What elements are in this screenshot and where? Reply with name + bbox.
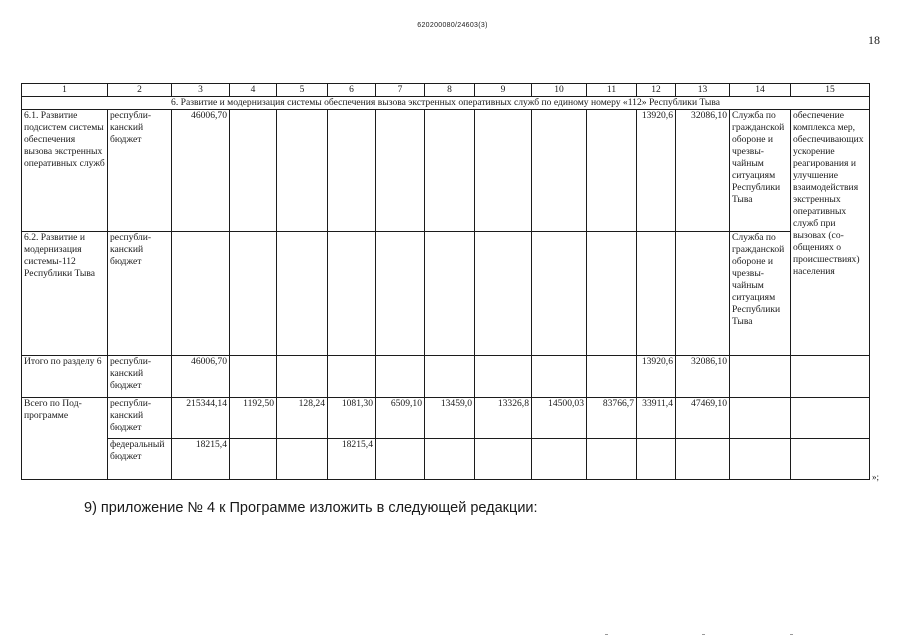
value-c8: 13459,0: [425, 398, 475, 439]
value-c13: 47469,10: [676, 398, 730, 439]
col-number: 6: [328, 84, 376, 97]
col-number: 3: [172, 84, 230, 97]
row-name: 6.2. Развитие и модернизация системы-112 Республики Тыва: [22, 232, 108, 356]
funding-source: республиканский бюджет: [108, 356, 172, 398]
expected-result: обеспечение комплекса мер, обеспечивающих ускорение реагирования и улучшение взаимодействия экстренных оперативных служб при вызовах (сообщениях о происшествиях) населения: [791, 110, 870, 356]
page-number: 18: [868, 33, 880, 47]
table-row: [22, 439, 870, 480]
total-value: 215344,14: [172, 398, 230, 439]
scan-speck: [702, 634, 705, 635]
value-c7: 6509,10: [376, 398, 425, 439]
table-row: [22, 110, 870, 232]
value-c5: 128,24: [277, 398, 328, 439]
executor: Служба по гражданской обороне и чрезвычайным ситуациям Республики Тыва: [730, 110, 791, 232]
value-c12: 33911,4: [637, 398, 676, 439]
col-number: 7: [376, 84, 425, 97]
table-row: [22, 232, 870, 356]
col-number: 4: [230, 84, 277, 97]
section-title: 6. Развитие и модернизация системы обеспечения вызова экстренных оперативных служб по единому номеру «112» Республики Тыва: [22, 97, 870, 110]
scan-speck: [605, 634, 608, 635]
col-number: 2: [108, 84, 172, 97]
value-c12: 13920,6: [637, 356, 676, 398]
total-value: 46006,70: [172, 356, 230, 398]
value-c9: 13326,8: [475, 398, 532, 439]
body-paragraph: 9) приложение № 4 к Программе изложить в следующей редакции:: [84, 500, 538, 516]
executor: Служба по гражданской обороне и чрезвычайным ситуациям Республики Тыва: [730, 232, 791, 356]
col-number: 1: [22, 84, 108, 97]
value-c6: 18215,4: [328, 439, 376, 480]
col-number: 13: [676, 84, 730, 97]
funding-source: республиканский бюджет: [108, 232, 172, 356]
row-name: Всего по Подпрограмме: [22, 398, 108, 480]
col-number: 5: [277, 84, 328, 97]
table-row: [22, 398, 870, 439]
section-title-row: [22, 97, 870, 110]
value-c6: 1081,30: [328, 398, 376, 439]
col-number: 10: [532, 84, 587, 97]
col-number: 11: [587, 84, 637, 97]
program-table: [21, 83, 870, 480]
funding-source: республиканский бюджет: [108, 398, 172, 439]
column-number-row: [22, 84, 870, 97]
col-number: 9: [475, 84, 532, 97]
funding-source: республиканский бюджет: [108, 110, 172, 232]
total-value: 18215,4: [172, 439, 230, 480]
value-c4: 1192,50: [230, 398, 277, 439]
value-c13: 32086,10: [676, 356, 730, 398]
col-number: 12: [637, 84, 676, 97]
col-number: 15: [791, 84, 870, 97]
row-name: 6.1. Развитие подсистем системы обеспечения вызова экстренных оперативных служб: [22, 110, 108, 232]
funding-source: федеральный бюджет: [108, 439, 172, 480]
col-number: 8: [425, 84, 475, 97]
closing-quote-mark: »;: [872, 472, 880, 482]
col-number: 14: [730, 84, 791, 97]
total-value: 46006,70: [172, 110, 230, 232]
row-name: Итого по разделу 6: [22, 356, 108, 398]
value-c10: 14500,03: [532, 398, 587, 439]
value-c13: 32086,10: [676, 110, 730, 232]
value-c11: 83766,7: [587, 398, 637, 439]
table-row: [22, 356, 870, 398]
document-id: 620200080/24603(3): [417, 22, 488, 29]
scan-speck: [790, 634, 793, 635]
value-c12: 13920,6: [637, 110, 676, 232]
